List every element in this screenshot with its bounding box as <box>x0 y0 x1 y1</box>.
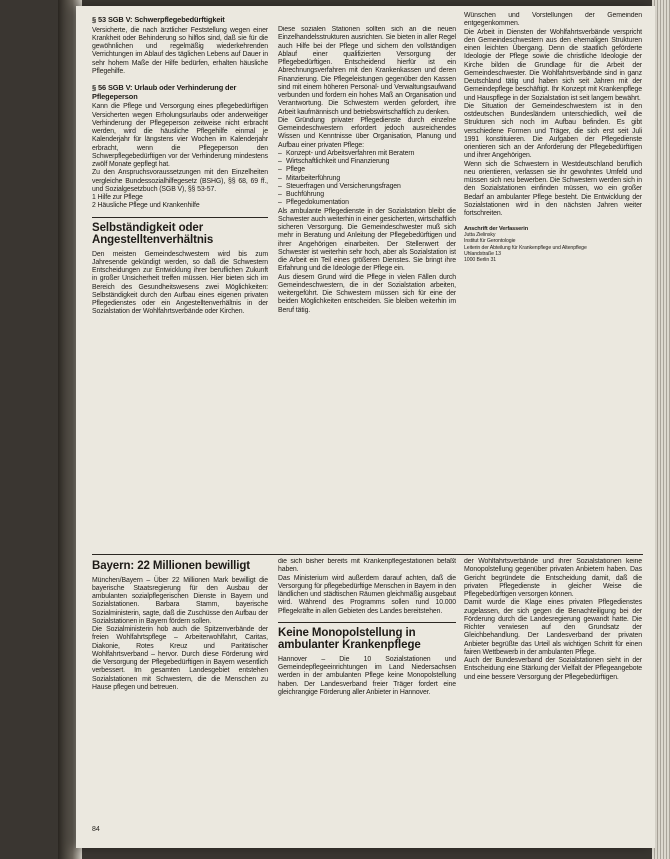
paragraph: Kann die Pflege und Versorgung eines pflegebedürftigen Versicherten wegen Erholungsurlaubs oder anderweitiger Verhinderung der Pflegeperson zeitweise nicht erbracht werden, wird die häusliche Pflegehilfe einmal je Kalenderjahr für längstens vier Wochen im Kalenderjahr erbracht, wenn die Pflegeperson den Schwerpflegebedürftigen vor der Verhinderung mindestens zwölf Monate gepflegt hat. <box>92 103 268 169</box>
section-divider <box>92 554 643 555</box>
list-item: – Pflegedokumentation <box>278 199 349 207</box>
paragraph: die sich bisher bereits mit Krankenpflegestationen befaßt haben. <box>278 558 456 574</box>
paragraph: Wenn sich die Schwestern in Westdeutschland beruflich neu orientieren, verlassen sie ihr gewohntes Umfeld und müssen sich neu bewerben. Die Schwestern werden sich in den Sozialstationen einfinden müssen, wo ein großer Bedarf an ambulanter Pflege besteht. Die Entwicklung der Sozialstationen wird in den nächsten Jahren weiter fortschreiten. <box>464 160 642 217</box>
section-heading: § 53 SGB V: Schwerpflegebedürftigkeit <box>92 16 225 24</box>
footnote: 1 Hilfe zur Pflege <box>92 194 143 202</box>
list-item: – Konzept- und Arbeitsverfahren mit Beratern <box>278 149 415 157</box>
paragraph: der Wohlfahrtsverbände und ihrer Sozialstationen keine Monopolstellung gegenüber privaten Anbietern haben. Das Gericht begründete die Entscheidung damit, daß die privaten Pflegedienste in gleicher Weise die Pflegebedürftigen versorgen können. <box>464 558 642 598</box>
paragraph: Die Arbeit in Diensten der Wohlfahrtsverbände verspricht den Gemeindeschwestern aus den ehemaligen Strukturen einen leichten Übergang. Denn die staatlich geförderte Ideologie der Pflege sowie die christliche Ideologie der Kirche bilden die Grundlage für die Arbeit der Gemeindeschwester. Die Wohlfahrtsverbände sind in ganz Deutschland tätig und haben sich seit Jahren mit der Gemeindepflege beschäftigt. Ihr Konzept mit Krankenpflege und Hauspflege in der Sozialstation ist seit langem bewährt. <box>464 28 642 102</box>
author-line: Institut für Gerontologie <box>464 238 516 245</box>
paragraph: Die Sozialministerin hob auch die Spitzenverbände der freien Wohlfahrtspflege – Arbeiterwohlfahrt, Caritas, Diakonie, Rotes Kreuz und Paritätischer Wohlfahrtsverband – hervor. Durch diese Förderung wird die Versorgung der Pflegebedürftigen in Bayern wesentlich verbessert. Im gesamten Landesgebiet entstehen Sozialstationen mit Schwestern, die die Menschen zu Hause pflegen und betreuen. <box>92 626 268 691</box>
paragraph: Versicherte, die nach ärztlicher Feststellung wegen einer Krankheit oder Behinderung so hilflos sind, daß sie für die gewöhnlichen und regelmäßig wiederkehrenden Verrichtungen im Ablauf des täglichen Lebens auf Dauer in sehr hohem Maße der Hilfe bedürfen, erhalten häusliche Pflegehilfe. <box>92 26 268 75</box>
page-number: 84 <box>92 826 100 833</box>
divider <box>278 622 456 623</box>
list-item: – Wirtschaftlichkeit und Finanzierung <box>278 158 390 165</box>
list-item: – Mitarbeiterführung <box>278 174 341 182</box>
news-continued <box>464 558 642 818</box>
paragraph: Damit wurde die Klage eines privaten Pflegedienstes zugelassen, der sich gegen die Benachteiligung bei der Förderung durch die Landesregierung gewandt hatte. Die Richter verwiesen auf den Grundsatz der Gleichbehandlung. Der Landesverband der privaten Anbieter begrüßte das Urteil als wichtigen Schritt für einen fairen Wettbewerb in der ambulanten Pflege. <box>464 599 642 656</box>
paragraph: Diese sozialen Stationen sollten sich an die neuen Einzelhandelsstrukturen ausrichten. Sie bieten in aller Regel auch Hilfe bei der Pflege und sichern den vollständigen Ablauf einer qualifizierten Versorgung der Pflegebedürftigen. Entscheidend hierfür ist ein Abrechnungsverfahren mit den Krankenkassen und deren Finanzierung. Die Pflegeleistungen gegenüber den Kassen sind mit einem höheren Personal- und Verwaltungsaufwand verbunden und fordern ein hohes Maß an Organisation und Verantwortung. Die Schwestern werden gefordert, ihre Arbeit kaufmännisch und betriebswirtschaftlich zu denken. <box>278 26 456 116</box>
paragraph: Auch der Bundesverband der Sozialstationen sieht in der Entscheidung eine Stärkung der Vielfalt der Pflegeangebote und eine bessere Versorgung der Pflegebedürftigen. <box>464 657 642 681</box>
paragraph: Zu den Anspruchsvoraussetzungen mit den Einzelheiten vergleiche Bundessozialhilfegesetz (BSHG), §§ 68, 69 ff., und Sozialgesetzbuch (SGB V), §§ 53-57. <box>92 169 268 193</box>
list-item: – Steuerfragen und Versicherungsfragen <box>278 182 401 190</box>
column-left <box>92 16 268 486</box>
author-address-title: Anschrift der Verfasserin <box>464 226 529 233</box>
article-heading: Keine Monopolstellung in ambulanter Krankenpflege <box>278 626 421 652</box>
paragraph: Die Gründung privater Pflegedienste durch einzelne Gemeindeschwestern erfordert jedoch ausreichendes Wissen und Kenntnisse über Organisation, Planung und Aufbau einer privaten Pflege: <box>278 116 456 149</box>
author-line: Jutta Zielinsky <box>464 232 496 239</box>
author-line: Leiterin der Abteilung für Krankenpflege und Altenpflege <box>464 244 587 251</box>
author-line: Uhlandstraße 13 <box>464 250 501 257</box>
news-hannover <box>278 558 456 818</box>
author-line: 1000 Berlin 31 <box>464 256 497 263</box>
section-heading: § 56 SGB V: Urlaub oder Verhinderung der Pflegeperson <box>92 83 237 101</box>
paragraph: Als ambulante Pflegedienste in der Sozialstation bleibt die Schwester auch weiterhin in einer gesicherten, wirtschaftlich sicheren Versorgung. Die Gemeindeschwester muß sich mehr in Beratung und Anleitung der Pflegebedürftigen und ihrer Angehörigen einarbeiten. Der Stellenwert der Schwester ist weiterhin sehr hoch, aber als Sozialstation ist die Arbeit ein Teil eines größeren Dienstes. Sie bringt ihre Erfahrung und die Ideologie der Pflege ein. <box>278 207 456 273</box>
book-page <box>76 6 655 848</box>
paragraph: Den meisten Gemeindeschwestern wird bis zum Jahresende gekündigt werden, so daß die Schwestern Entscheidungen zur Entwicklung ihrer beruflichen Zukunft in großer Unsicherheit treffen müssen. Hier bieten sich im Bereich des Gesundheitswesens zwei Möglichkeiten: Selbständigkeit durch den Aufbau eines eigenen privaten Pflegedienstes oder ein Angestelltenverhältnis in der Sozialstation der Wohlfahrtsverbände oder Kirchen. <box>92 250 268 316</box>
column-right <box>464 12 642 486</box>
paragraph: Die Situation der Gemeindeschwestern ist in den ostdeutschen Bundesländern unterschiedlich, weil die Strukturen sich noch im Aufbau befinden. Es gibt verschiedene Formen und Träger, die sich erst seit Juli 1991 konstituieren. Die Aufgaben der Pflegedienste orientieren sich an der Anforderung der Pflegebedürftigen und ihrer Angehörigen. <box>464 102 642 160</box>
article-heading: Bayern: 22 Millionen bewilligt <box>92 560 251 572</box>
divider <box>92 217 268 218</box>
paragraph: München/Bayern – Über 22 Millionen Mark bewilligt die bayerische Staatsregierung für den Ausbau der ambulanten sozialpflegerischen Dienste in Bayern und Sozialstationen. Barbara Stamm, bayerische Sozialministerin, sagte, daß die Zuschüsse den Aufbau der Sozialstationen in Bayern fördern sollen. <box>92 576 268 625</box>
paragraph: Das Ministerium wird außerdem darauf achten, daß die Versorgung für pflegebedürftige Menschen in Bayern in den ländlichen und städtischen Räumen gleichmäßig ausgebaut wird. Während des Programms sollen rund 10.000 Pflegekräfte in allen Gebieten des Landes bereitstehen. <box>278 574 456 615</box>
list-item: – Pflege <box>278 166 305 174</box>
article-heading: Selbständigkeit oder Angestelltenverhältnis <box>92 221 214 247</box>
news-bayern <box>92 558 268 823</box>
paragraph: Wünschen und Vorstellungen der Gemeinden entgegenkommen. <box>464 12 642 28</box>
column-middle <box>278 26 456 486</box>
paragraph: Hannover – Die 10 Sozialstationen und Gemeindepflegeeinrichtungen im Land Niedersachsen werden in der ambulanten Pflege keine Monopolstellung haben. Der Landesverband freier Träger fordert eine gleichrangige Förderung aller Anbieter in Hannover. <box>278 655 456 696</box>
paragraph: Aus diesem Grund wird die Pflege in vielen Fällen durch Gemeindeschwestern, die in der Sozialstation arbeiten, weitergeführt. Die Schwestern müssen sich für eine der beiden Möglichkeiten entscheiden. Sie bleiben weiterhin im Beruf tätig. <box>278 273 456 314</box>
author-address <box>464 226 642 263</box>
footnote: 2 Häusliche Pflege und Krankenhilfe <box>92 202 200 210</box>
list-item: – Buchführung <box>278 191 324 198</box>
